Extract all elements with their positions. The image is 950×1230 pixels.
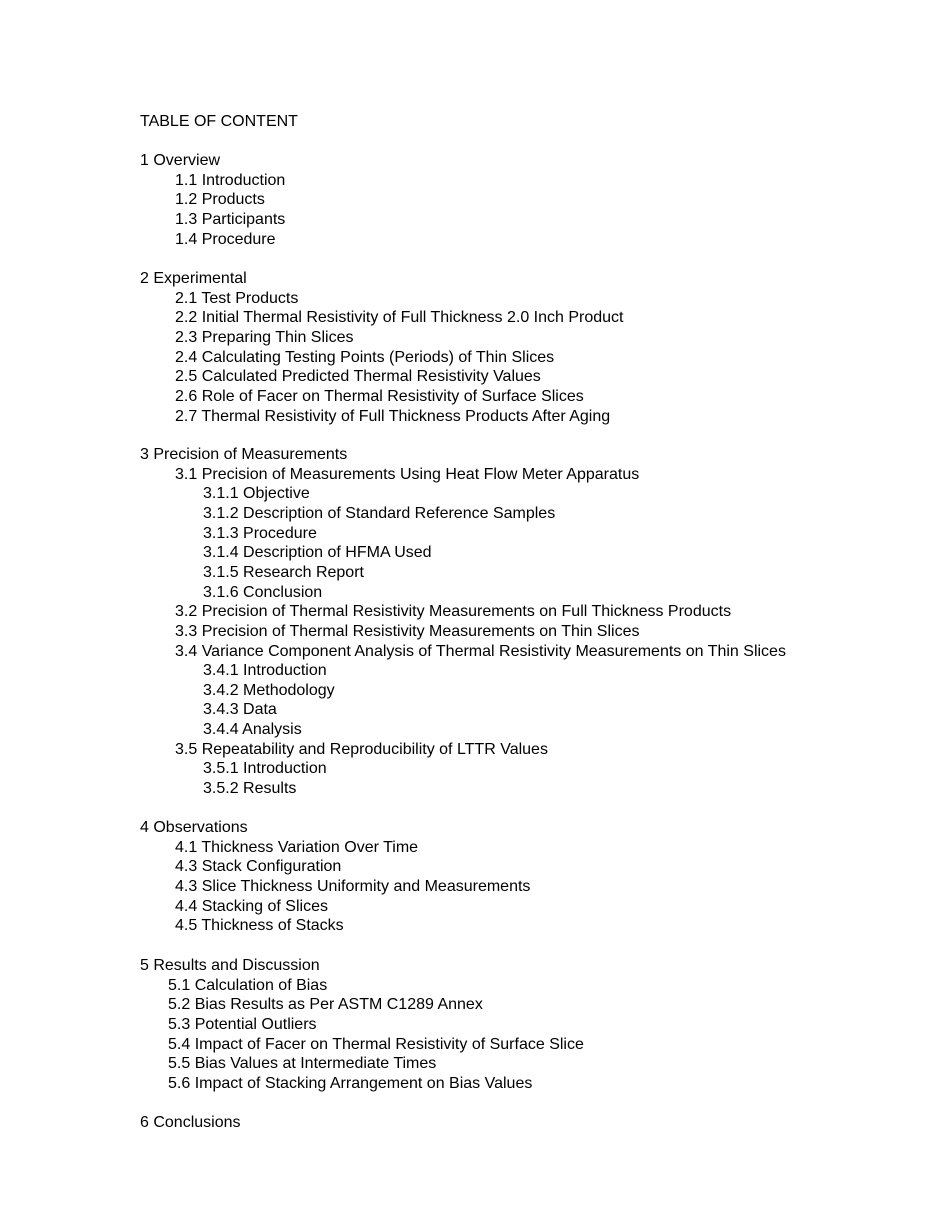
toc-subentry: 3.1.1 Objective bbox=[203, 485, 310, 503]
toc-entry: 2.1 Test Products bbox=[175, 289, 299, 307]
toc-subentry: 3.1.4 Description of HFMA Used bbox=[203, 544, 432, 562]
toc-entry: 1.4 Procedure bbox=[175, 230, 276, 248]
toc-subentry: 3.4.1 Introduction bbox=[203, 662, 327, 680]
toc-subentry: 3.4.3 Data bbox=[203, 701, 277, 719]
toc-subentry: 3.1.6 Conclusion bbox=[203, 583, 323, 601]
toc-entry: 4.3 Slice Thickness Uniformity and Measurements bbox=[175, 877, 531, 895]
toc-entry: 5.3 Potential Outliers bbox=[168, 1015, 317, 1033]
section-heading: 4 Observations bbox=[140, 819, 248, 836]
toc-entry: 2.2 Initial Thermal Resistivity of Full Thickness 2.0 Inch Product bbox=[175, 309, 624, 327]
toc-entry: 5.1 Calculation of Bias bbox=[168, 976, 328, 994]
toc-subentry: 3.1.3 Procedure bbox=[203, 524, 317, 542]
toc-entry: 3.2 Precision of Thermal Resistivity Measurements on Full Thickness Products bbox=[175, 603, 732, 621]
toc-entry: 5.5 Bias Values at Intermediate Times bbox=[168, 1055, 437, 1073]
toc-subentry: 3.5.2 Results bbox=[203, 780, 297, 798]
toc-entry: 2.3 Preparing Thin Slices bbox=[175, 328, 354, 346]
section-heading: 2 Experimental bbox=[140, 270, 247, 287]
toc-entry: 3.1 Precision of Measurements Using Heat Flow Meter Apparatus bbox=[175, 465, 640, 483]
toc-entry: 3.3 Precision of Thermal Resistivity Measurements on Thin Slices bbox=[175, 622, 640, 640]
toc-entry: 1.3 Participants bbox=[175, 210, 286, 228]
toc-subentry: 3.5.1 Introduction bbox=[203, 760, 327, 778]
toc-entry: 2.6 Role of Facer on Thermal Resistivity of Surface Slices bbox=[175, 387, 584, 405]
toc-entry: 2.4 Calculating Testing Points (Periods) of Thin Slices bbox=[175, 348, 555, 366]
toc-entry: 5.6 Impact of Stacking Arrangement on Bias Values bbox=[168, 1074, 533, 1092]
toc-entry: 4.4 Stacking of Slices bbox=[175, 897, 328, 915]
section-heading: 1 Overview bbox=[140, 152, 221, 169]
toc-entry: 5.2 Bias Results as Per ASTM C1289 Annex bbox=[168, 996, 483, 1014]
toc-entry: 1.2 Products bbox=[175, 191, 265, 209]
toc-subentry: 3.4.2 Methodology bbox=[203, 681, 335, 699]
section-heading: 6 Conclusions bbox=[140, 1114, 241, 1131]
section-heading: 3 Precision of Measurements bbox=[140, 446, 348, 463]
toc-entry: 5.4 Impact of Facer on Thermal Resistivity of Surface Slice bbox=[168, 1035, 584, 1053]
toc-entry: 1.1 Introduction bbox=[175, 171, 286, 189]
toc-entry: 4.3 Stack Configuration bbox=[175, 858, 342, 876]
toc-entry: 3.5 Repeatability and Reproducibility of LTTR Values bbox=[175, 740, 548, 758]
toc-subentry: 3.1.2 Description of Standard Reference Samples bbox=[203, 504, 556, 522]
toc-entry: 3.4 Variance Component Analysis of Thermal Resistivity Measurements on Thin Slices bbox=[175, 642, 786, 660]
page-title: TABLE OF CONTENT bbox=[140, 113, 298, 130]
toc-subentry: 3.1.5 Research Report bbox=[203, 563, 364, 581]
toc-subentry: 3.4.4 Analysis bbox=[203, 721, 302, 739]
toc-entry: 4.1 Thickness Variation Over Time bbox=[175, 838, 419, 856]
toc-entry: 2.5 Calculated Predicted Thermal Resistivity Values bbox=[175, 368, 541, 386]
section-heading: 5 Results and Discussion bbox=[140, 957, 320, 974]
toc-entry: 4.5 Thickness of Stacks bbox=[175, 917, 344, 935]
toc-entry: 2.7 Thermal Resistivity of Full Thickness Products After Aging bbox=[175, 407, 611, 425]
